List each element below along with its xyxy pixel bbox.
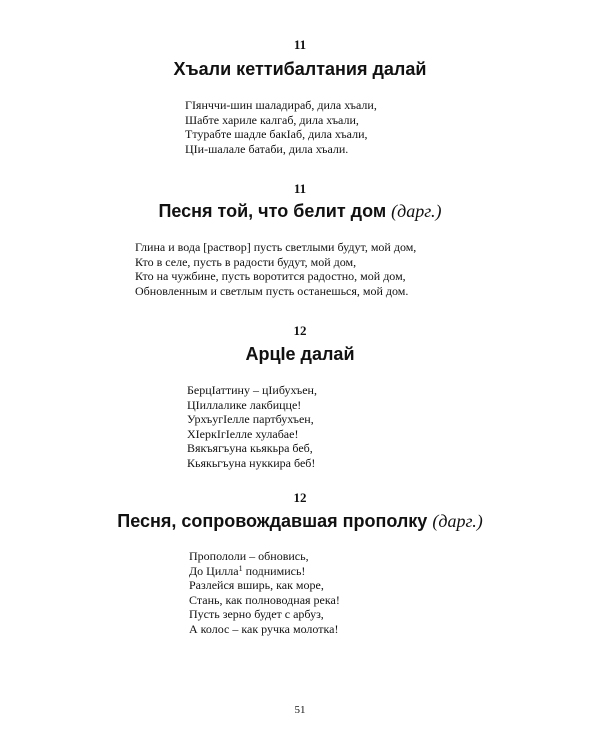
verse-line: Глина и вода [раствор] пусть светлыми будут, мой дом, xyxy=(135,240,417,254)
verse-line: А колос – как ручка молотка! xyxy=(189,621,339,636)
verse-line: ЦІиллалике лакбицце! xyxy=(187,397,302,412)
verse-line: Кто на чужбине, пусть воротится радостно, мой дом, xyxy=(135,269,406,284)
page-number: 51 xyxy=(294,704,306,716)
section-number: 11 xyxy=(293,181,307,196)
verse-line: УрхъугІелле партбухъен, xyxy=(187,412,314,427)
verse-line: Обновленным и светлым пусть останешься, мой дом. xyxy=(135,283,409,298)
verse-line: Пусть зерно будет с арбуз, xyxy=(189,607,324,622)
verse-block xyxy=(187,383,317,471)
verse-line: Разлейся вширь, как море, xyxy=(189,578,324,593)
verse-line: Вякъягъуна кьякьра беб, xyxy=(187,441,313,456)
verse-line-text: поднимись! xyxy=(242,563,306,578)
verse-block xyxy=(135,240,416,298)
section-title: АрцІе далай xyxy=(245,344,355,364)
verse-block xyxy=(189,549,340,637)
verse-line: ХІеркІгІелле хулабае! xyxy=(187,426,299,441)
verse-line: БерцІаттину – цІибухъен, xyxy=(187,383,317,397)
verse-line: Пропололи – обновись, xyxy=(189,549,309,563)
verse-line-text: До Цилла xyxy=(189,563,239,578)
verse-line: ГІянччи-шин шаладираб, дила хъали, xyxy=(185,98,377,112)
section-number: 12 xyxy=(293,323,307,338)
section-title-note: (дарг.) xyxy=(432,511,483,531)
verse-block xyxy=(185,98,377,156)
section-title xyxy=(0,200,600,222)
verse-line: Кто в селе, пусть в радости будут, мой дом, xyxy=(135,254,357,269)
section-title-text: Песня той, что белит дом xyxy=(158,201,387,221)
verse-line xyxy=(189,564,340,579)
section-number: 12 xyxy=(293,490,307,505)
verse-line: Шабте хариле калгаб, дила хъали, xyxy=(185,112,359,127)
section-number: 11 xyxy=(293,37,307,52)
verse-line: Стань, как полноводная река! xyxy=(189,592,340,607)
section-title: Хъали кеттибалтания далай xyxy=(173,59,427,79)
verse-line: Кьякьгъуна нуккира беб! xyxy=(187,455,316,470)
verse-line: Ттурабте шадле бакІаб, дила хъали, xyxy=(185,127,368,142)
section-title xyxy=(0,510,600,532)
verse-line: ЦІи-шалале батаби, дила хъали. xyxy=(185,141,349,156)
section-title-note: (дарг.) xyxy=(391,201,442,221)
footnote-marker: 1 xyxy=(238,563,243,573)
section-title-text: Песня, сопровождавшая прополку xyxy=(117,511,428,531)
